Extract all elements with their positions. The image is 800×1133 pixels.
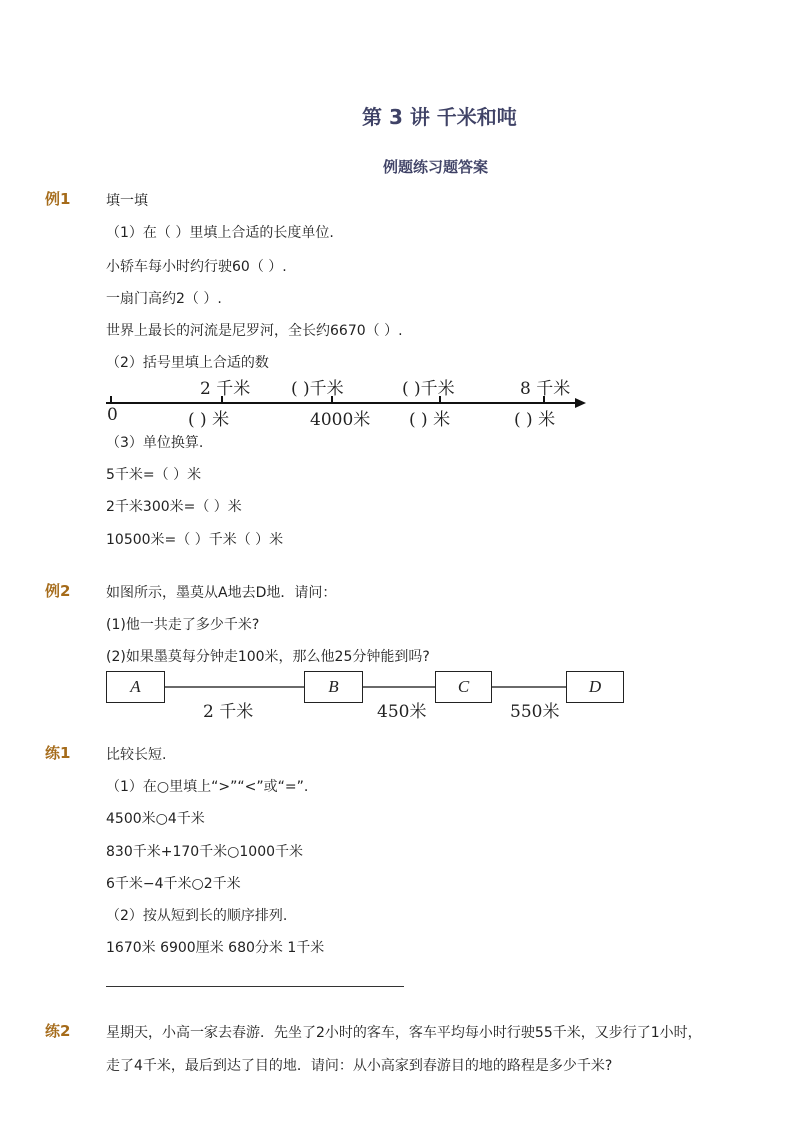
point-a-box: A <box>106 671 165 703</box>
example-1-line: 一扇门高约2（ ）. <box>106 291 222 307</box>
practice-2-line: 星期天，小高一家去春游．先坐了2小时的客车，客车平均每小时行驶55千米，又步行了1小时， <box>106 1025 702 1041</box>
practice-2-line: 走了4千米，最后到达了目的地．请问：从小高家到春游目的地的路程是多少千米? <box>106 1058 613 1074</box>
practice-1-line: （2）按从短到长的顺序排列. <box>106 908 288 924</box>
example-1-line: （1）在（ ）里填上合适的长度单位. <box>106 225 334 241</box>
practice-1-line: 4500米○4千米 <box>106 811 205 827</box>
distance-label: 550米 <box>510 702 560 722</box>
point-b-box: B <box>304 671 363 703</box>
point-d-box: D <box>566 671 624 703</box>
conversion-line: 5千米=（ ）米 <box>106 467 202 483</box>
example-2-intro: 如图所示，墨莫从A地去D地．请问： <box>106 585 337 601</box>
example-1-tag: 例1 <box>45 190 71 208</box>
conversion-line: 2千米300米=（ ）米 <box>106 499 242 515</box>
answer-subtitle: 例题练习题答案 <box>383 158 489 176</box>
distance-label: 450米 <box>377 702 427 722</box>
lecture-title: 第 3 讲 千米和吨 <box>362 105 517 129</box>
practice-1-line: 1670米 6900厘米 680分米 1千米 <box>106 940 325 956</box>
numberline-bottom-label: 0 <box>107 405 118 425</box>
example-2-question: (1)他一共走了多少千米? <box>106 617 260 633</box>
point-c-box: C <box>435 671 492 703</box>
practice-1-tag: 练1 <box>45 744 71 762</box>
example-1-heading: 填一填 <box>106 193 148 209</box>
practice-1-line: （1）在○里填上“>”“<”或“=”. <box>106 779 309 795</box>
example-1-line: 世界上最长的河流是尼罗河，全长约6670（ ）. <box>106 323 403 339</box>
numberline-top-label: ( )千米 <box>291 379 344 399</box>
numberline-bottom-label: ( ) 米 <box>188 410 230 430</box>
numberline-top-label: ( )千米 <box>402 379 455 399</box>
practice-2-tag: 练2 <box>45 1022 71 1040</box>
numberline-bottom-label: ( ) 米 <box>514 410 556 430</box>
practice-1-line: 830千米+170千米○1000千米 <box>106 844 304 860</box>
conversion-line: 10500米=（ ）千米（ ）米 <box>106 532 284 548</box>
practice-1-heading: 比较长短. <box>106 747 167 763</box>
numberline-top-label: 2 千米 <box>200 379 251 399</box>
practice-1-line: 6千米−4千米○2千米 <box>106 876 241 892</box>
numberline-top-label: 8 千米 <box>520 379 571 399</box>
example-1-line: （2）括号里填上合适的数 <box>106 355 269 371</box>
numberline-bottom-label: ( ) 米 <box>409 410 451 430</box>
example-2-question: (2)如果墨莫每分钟走100米，那么他25分钟能到吗? <box>106 649 430 665</box>
example-1-line: 小轿车每小时约行驶60（ ）. <box>106 259 287 275</box>
answer-blank-line <box>106 986 404 987</box>
distance-label: 2 千米 <box>203 702 254 722</box>
conversion-heading: （3）单位换算. <box>106 435 204 451</box>
example-2-tag: 例2 <box>45 582 71 600</box>
numberline-bottom-label: 4000米 <box>310 410 371 430</box>
